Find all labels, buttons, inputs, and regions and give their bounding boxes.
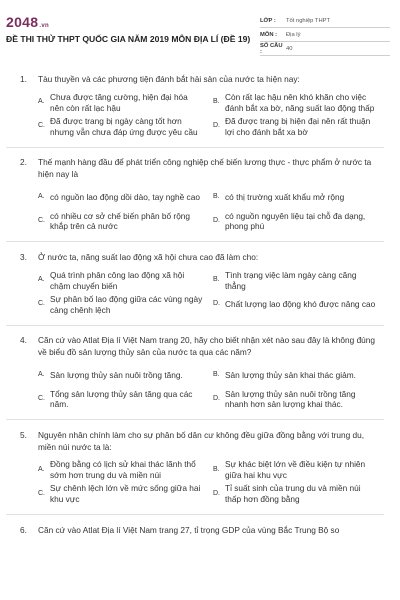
- answer-option[interactable]: [38, 293, 209, 317]
- option-text: có thị trường xuất khẩu mở rộng: [225, 191, 345, 202]
- option-letter: C.: [38, 216, 45, 224]
- meta-row: [260, 42, 390, 56]
- question-stem: [6, 525, 384, 537]
- question-number: 3.: [20, 251, 27, 262]
- answer-options: [38, 91, 384, 139]
- option-text: có nguồn lao động dồi dào, tay nghề cao: [50, 191, 200, 202]
- answer-option[interactable]: [213, 363, 384, 387]
- option-text: Sản lượng thủy sản nuôi trồng tăng nhanh hơn sản lượng khai thác.: [225, 388, 356, 410]
- option-letter: B.: [213, 98, 220, 106]
- question-stem: [6, 157, 384, 180]
- option-text: Quá trình phân công lao động xã hội chậm chuyển biến: [50, 269, 185, 291]
- option-text: có nhiều cơ sở chế biến phân bố rộng khắp trên cả nước: [50, 210, 191, 232]
- option-text: Chưa được tăng cường, hiện đại hóa nên còn rất lạc hậu: [50, 91, 188, 113]
- option-text: Tỉ suất sinh của trung du và miền núi thấp hơn đồng bằng: [225, 483, 361, 505]
- question-stem: [6, 74, 384, 86]
- answer-options: [38, 185, 384, 233]
- exam-meta: [260, 14, 390, 56]
- option-text: Sự khác biệt lớn về điều kiện tự nhiên giữa hai khu vực: [225, 459, 366, 481]
- question-stem: [6, 252, 384, 264]
- answer-options: [38, 363, 384, 411]
- question-divider: [6, 514, 384, 515]
- meta-value: Địa lý: [286, 31, 301, 38]
- answer-option[interactable]: [38, 91, 209, 115]
- question-divider: [6, 241, 384, 242]
- option-text: Đã được trang bị hiện đại nên rất thuận lợi cho đánh bắt xa bờ: [225, 115, 371, 137]
- question-number: 6.: [20, 524, 27, 535]
- question-text: Tàu thuyền và các phương tiện đánh bắt hải sản của nước ta hiện nay:: [38, 74, 300, 84]
- meta-label: SỐ CÂU :: [260, 42, 283, 55]
- option-letter: C.: [38, 489, 45, 497]
- option-letter: A.: [38, 465, 45, 473]
- question-text: Căn cứ vào Atlat Địa lí Việt Nam trang 27, tỉ trọng GDP của vùng Bắc Trung Bộ so: [38, 524, 340, 535]
- option-letter: D.: [213, 394, 220, 402]
- question-text: Thế mạnh hàng đầu để phát triển công nghiệp chế biến lương thực - thực phẩm ở nước ta hiện nay là: [38, 157, 372, 179]
- meta-row: [260, 28, 390, 42]
- answer-option[interactable]: [38, 115, 209, 139]
- question-item: [6, 525, 384, 537]
- question-number: 5.: [20, 429, 27, 440]
- option-letter: A.: [38, 276, 45, 284]
- question-number: 2.: [20, 157, 27, 168]
- option-text: Sản lượng thủy sản nuôi trồng tăng.: [50, 369, 183, 380]
- question-text: Nguyên nhân chính làm cho sự phân bố dân cư không đều giữa đồng bằng với trung du, miền núi nước ta là:: [38, 429, 365, 452]
- answer-option[interactable]: [38, 363, 209, 387]
- answer-option[interactable]: [38, 482, 209, 506]
- option-letter: D.: [213, 489, 220, 497]
- answer-options: [38, 458, 384, 506]
- exam-header: [6, 14, 382, 74]
- question-number: 4.: [20, 335, 27, 346]
- question-text: Ở nước ta, năng suất lao động xã hội chưa cao đã làm cho:: [38, 251, 259, 262]
- answer-option[interactable]: [213, 293, 384, 317]
- question-divider: [6, 325, 384, 326]
- answer-option[interactable]: [38, 209, 209, 233]
- answer-option[interactable]: [213, 115, 384, 139]
- question-item: [6, 430, 384, 506]
- answer-option[interactable]: [213, 209, 384, 233]
- option-letter: D.: [213, 216, 220, 224]
- answer-option[interactable]: [213, 91, 384, 115]
- option-letter: B.: [213, 465, 220, 473]
- option-letter: D.: [213, 300, 220, 308]
- answer-options: [38, 269, 384, 317]
- option-letter: A.: [38, 192, 45, 200]
- option-text: Đồng bằng có lịch sử khai thác lãnh thổ sớm hơn trung du và miền núi: [50, 459, 196, 481]
- answer-option[interactable]: [213, 482, 384, 506]
- option-text: có nguồn nguyên liệu tại chỗ đa dạng, phong phú: [225, 210, 366, 232]
- question-item: [6, 157, 384, 233]
- option-text: Tổng sản lượng thủy sản tăng qua các năm.: [50, 388, 193, 410]
- option-letter: C.: [38, 122, 45, 130]
- answer-option[interactable]: [38, 185, 209, 209]
- meta-value: 40: [286, 45, 293, 52]
- option-letter: C.: [38, 394, 45, 402]
- option-text: Còn rất lạc hậu nên khó khăn cho việc đánh bắt xa bờ, năng suất lao động thấp: [225, 91, 375, 113]
- answer-option[interactable]: [213, 458, 384, 482]
- answer-option[interactable]: [38, 269, 209, 293]
- question-item: [6, 335, 384, 411]
- question-item: [6, 252, 384, 317]
- question-list: [6, 74, 384, 544]
- question-divider: [6, 147, 384, 148]
- option-letter: A.: [38, 370, 45, 378]
- answer-option[interactable]: [38, 387, 209, 411]
- option-letter: D.: [213, 122, 220, 130]
- option-text: Đã được trang bị ngày càng tốt hơn nhưng vẫn chưa đáp ứng được yêu cầu: [50, 115, 198, 137]
- option-letter: B.: [213, 370, 220, 378]
- question-item: [6, 74, 384, 139]
- option-text: Sản lượng thủy sản khai thác giảm.: [225, 369, 356, 380]
- meta-label: MÔN :: [260, 31, 278, 38]
- option-text: Sự chênh lệch lớn về mức sống giữa hai khu vực: [50, 483, 201, 505]
- answer-option[interactable]: [213, 269, 384, 293]
- option-letter: A.: [38, 98, 45, 106]
- exam-title: ĐỀ THI THỬ THPT QUỐC GIA NĂM 2019 MÔN ĐỊA LÍ (ĐỀ 19): [6, 34, 251, 44]
- option-text: Tình trạng việc làm ngày càng căng thẳng: [225, 269, 357, 291]
- option-letter: B.: [213, 276, 220, 284]
- option-text: Chất lượng lao động khó được nâng cao: [225, 299, 376, 310]
- option-letter: C.: [38, 300, 45, 308]
- meta-row: [260, 14, 390, 28]
- answer-option[interactable]: [213, 387, 384, 411]
- question-number: 1.: [20, 74, 27, 84]
- option-text: Sự phân bố lao động giữa các vùng ngày càng chênh lệch: [50, 293, 203, 315]
- answer-option[interactable]: [213, 185, 384, 209]
- question-text: Căn cứ vào Atlat Địa lí Việt Nam trang 20, hãy cho biết nhận xét nào sau đây là không đúng về biểu đồ sản lượng thủy sản của nước ta qua các năm?: [38, 335, 376, 357]
- question-stem: [6, 335, 384, 358]
- meta-value: Tốt nghiệp THPT: [286, 17, 331, 24]
- meta-label: LỚP :: [260, 17, 276, 24]
- option-letter: B.: [213, 192, 220, 200]
- site-logo[interactable]: 2048.vn: [6, 14, 49, 30]
- question-stem: [6, 430, 384, 453]
- question-divider: [6, 419, 384, 420]
- answer-option[interactable]: [38, 458, 209, 482]
